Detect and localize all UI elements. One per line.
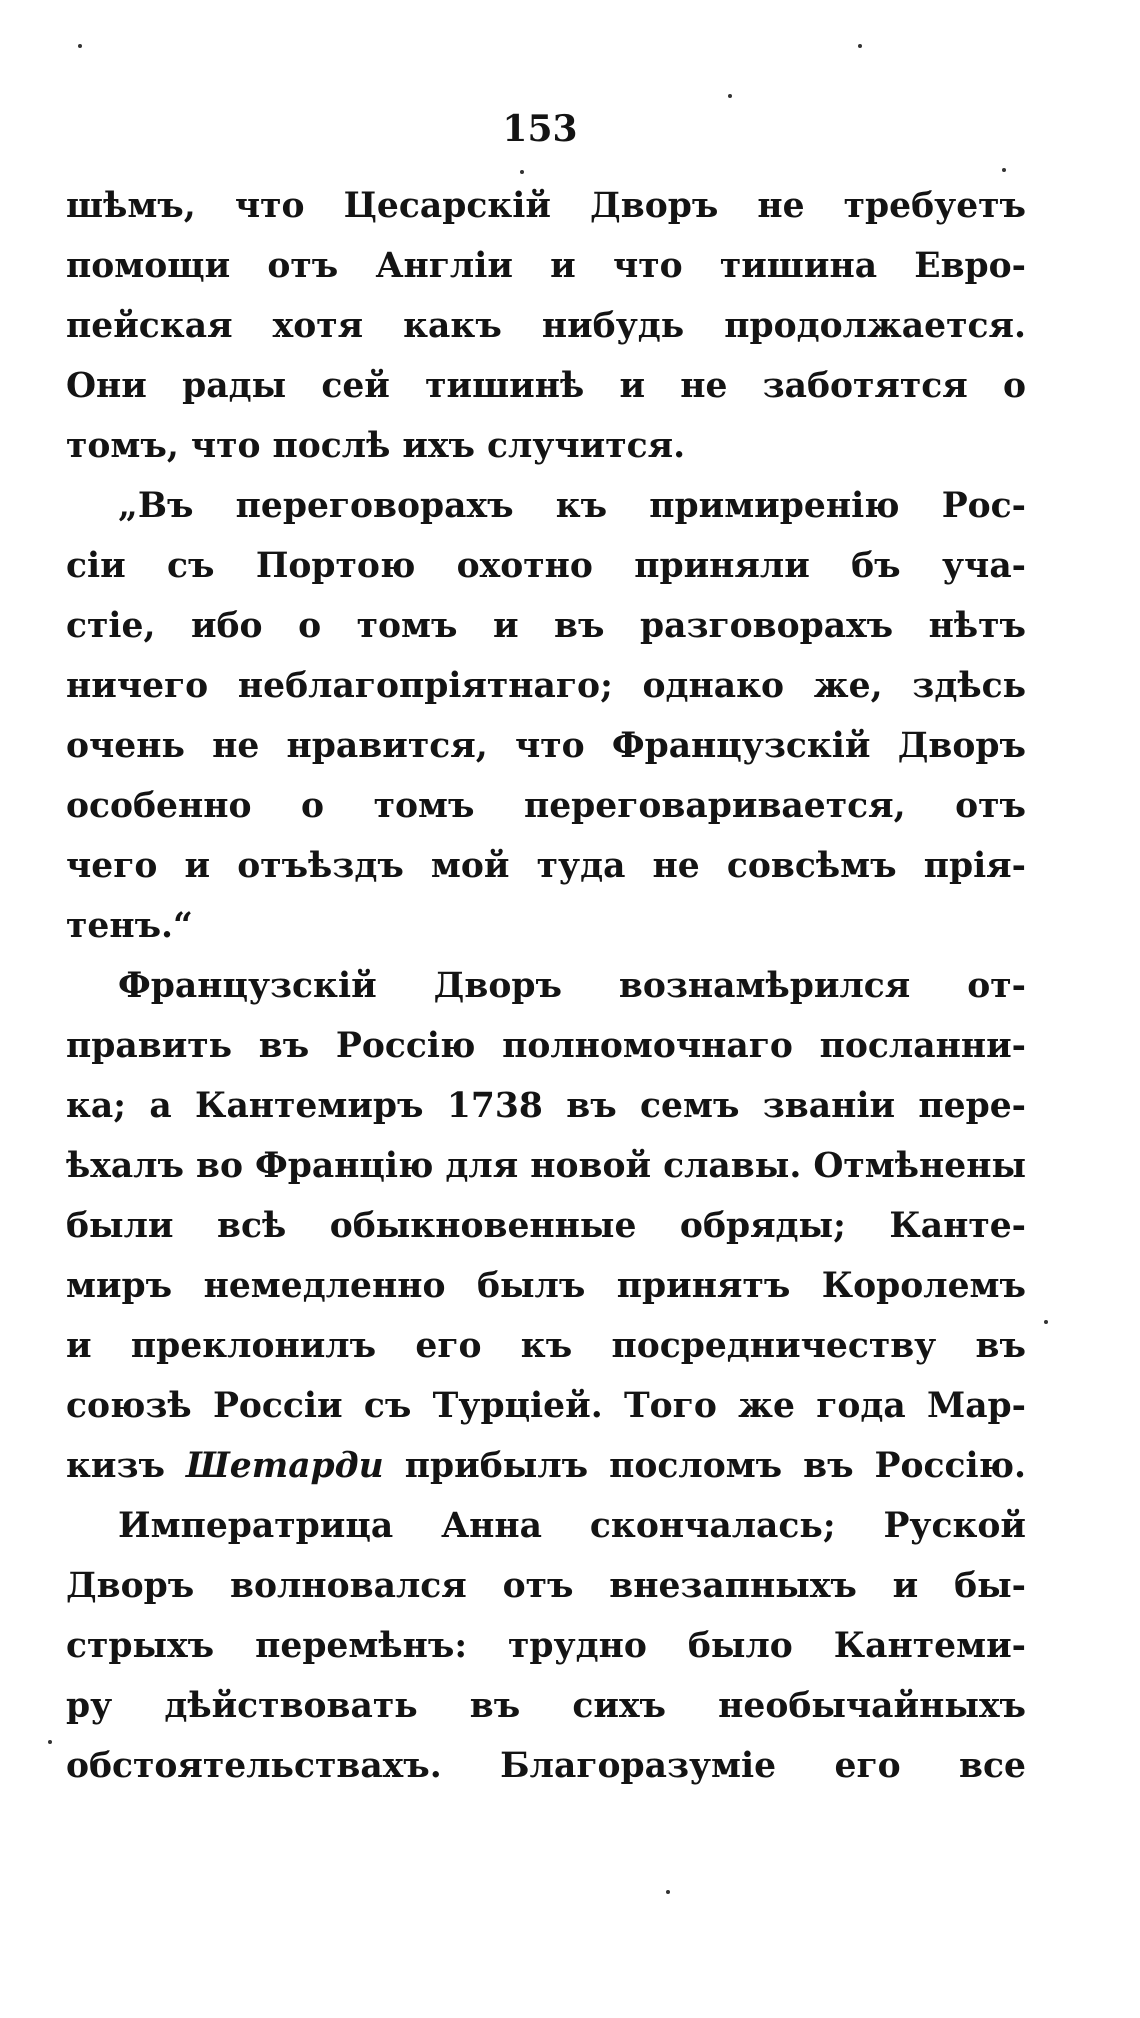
text-line: очень не нравится, что Французскій Дворъ	[66, 726, 1026, 766]
page-number: 153	[502, 108, 578, 150]
text-line: и преклонилъ его къ посредничеству въ	[66, 1326, 1026, 1366]
text-line: „Въ переговорахъ къ примиренію Рос-	[118, 486, 1026, 526]
text-fragment: кизъ	[66, 1446, 165, 1486]
scan-speck	[1002, 168, 1006, 172]
text-fragment: прибылъ посломъ въ Россію.	[404, 1446, 1026, 1486]
text-line: тенъ.“	[66, 906, 193, 946]
text-line: союзѣ Россіи съ Турціей. Того же года Мар-	[66, 1386, 1026, 1426]
text-line: томъ, что послѣ ихъ случится.	[66, 426, 686, 466]
scan-speck	[78, 44, 82, 48]
scan-speck	[666, 1890, 670, 1894]
text-line: стрыхъ перемѣнъ: трудно было Кантеми-	[66, 1626, 1026, 1666]
text-line: править въ Россію полномочнаго посланни-	[66, 1026, 1026, 1066]
text-line: ру дѣйствовать въ сихъ необычайныхъ	[66, 1686, 1026, 1726]
italic-name: Шетарди	[186, 1446, 384, 1486]
scan-speck	[48, 1740, 52, 1744]
text-line: были всѣ обыкновенные обряды; Канте-	[66, 1206, 1026, 1246]
text-line: Дворъ волновался отъ внезапныхъ и бы-	[66, 1566, 1026, 1606]
text-line: стіе, ибо о томъ и въ разговорахъ нѣтъ	[66, 606, 1026, 646]
text-line: пейская хотя какъ нибудь продолжается.	[66, 306, 1026, 346]
text-line: Они рады сей тишинѣ и не заботятся о	[66, 366, 1026, 406]
text-line	[66, 1436, 1026, 1496]
scan-speck	[728, 94, 732, 98]
text-line: миръ немедленно былъ принятъ Королемъ	[66, 1266, 1026, 1306]
scan-speck	[1044, 1320, 1048, 1324]
text-line: особенно о томъ переговаривается, отъ	[66, 786, 1026, 826]
text-line: чего и отъѣздъ мой туда не совсѣмъ прія-	[66, 846, 1026, 886]
text-line: Императрица Анна скончалась; Руской	[118, 1506, 1026, 1546]
scan-speck	[520, 170, 524, 174]
scan-speck	[858, 44, 862, 48]
body-text	[66, 176, 1026, 1796]
text-line: ничего неблагопріятнаго; однако же, здѣсь	[66, 666, 1026, 706]
text-line: ка; а Кантемиръ 1738 въ семъ званіи пере-	[66, 1086, 1026, 1126]
text-line: ѣхалъ во Францію для новой славы. Отмѣнены	[66, 1146, 1026, 1186]
text-line: помощи отъ Англіи и что тишина Евро-	[66, 246, 1026, 286]
text-line: Французскій Дворъ вознамѣрился от-	[118, 966, 1026, 1006]
text-line: шѣмъ, что Цесарскій Дворъ не требуетъ	[66, 186, 1026, 226]
text-line: обстоятельствахъ. Благоразуміе его все	[66, 1746, 1026, 1786]
text-line: сіи съ Портою охотно приняли бъ уча-	[66, 546, 1026, 586]
